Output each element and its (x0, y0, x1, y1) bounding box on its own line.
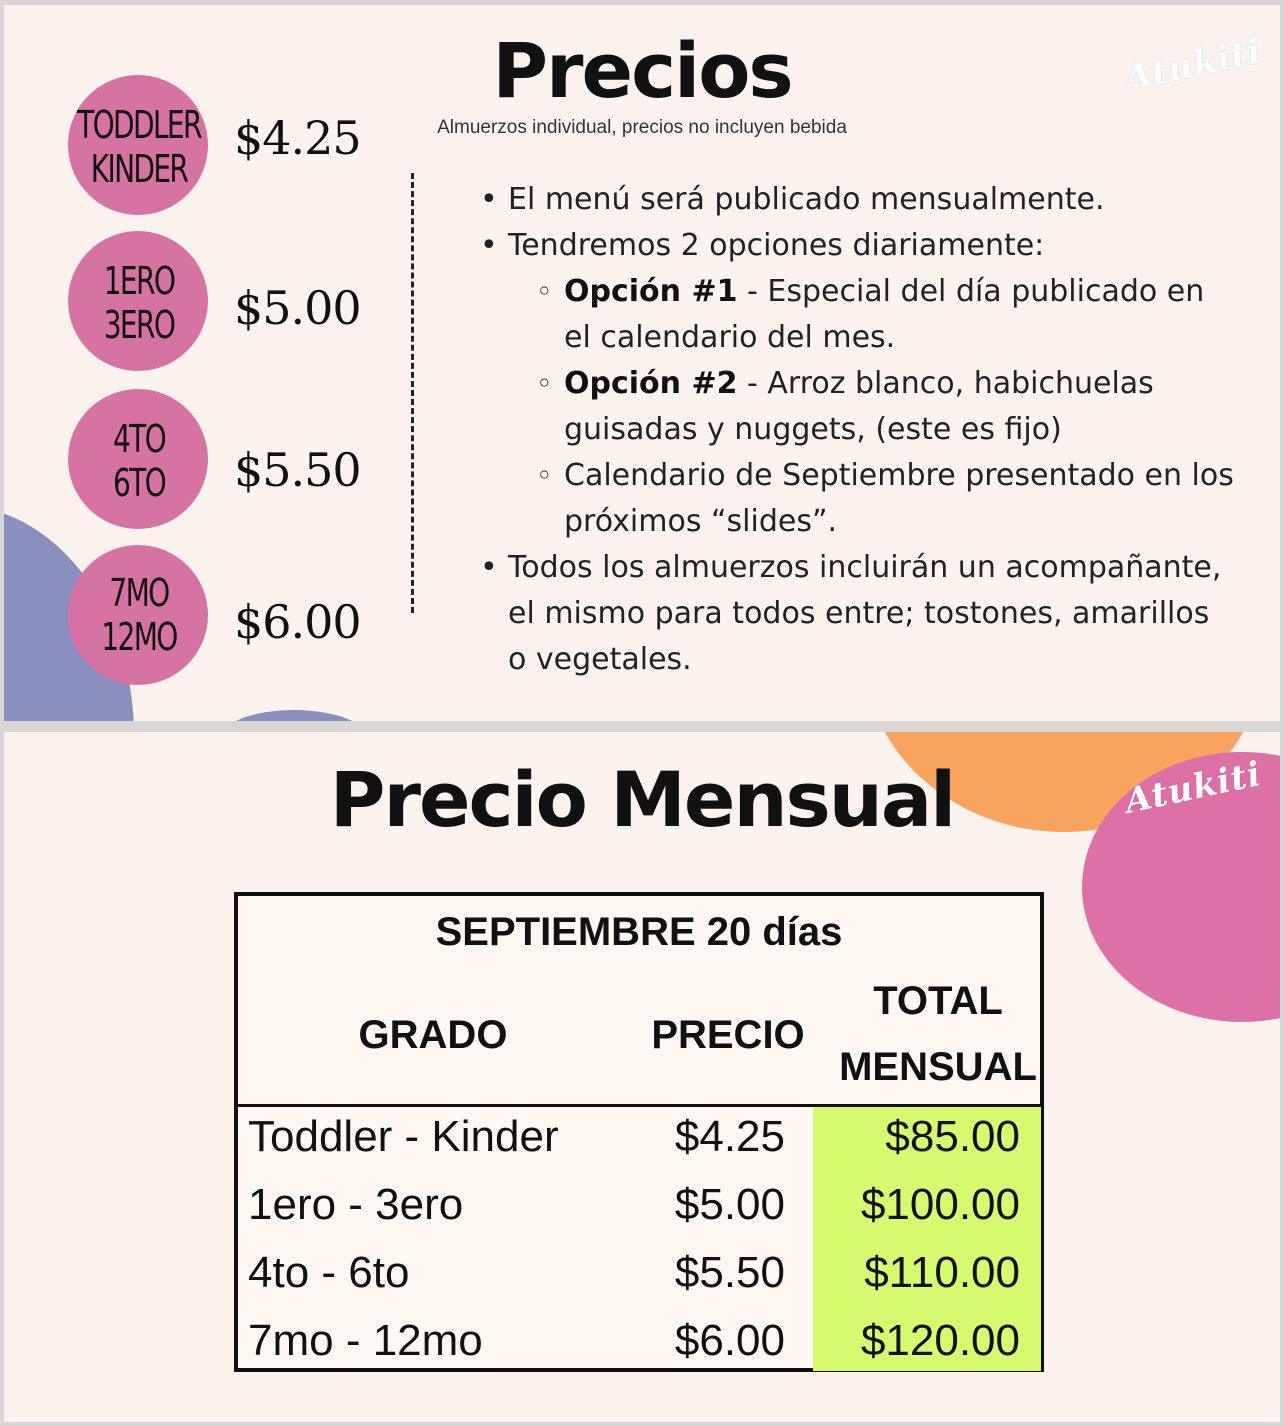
tier-price-1ero: $5.00 (234, 281, 361, 335)
page-title: Precios (492, 26, 792, 115)
bullet-side-dish: • Todos los almuerzos incluirán un acompañante, el mismo para todos entre; tostones, amarillos o vegetales. (474, 545, 1234, 683)
slide-precio-mensual (4, 732, 1280, 1422)
tier-label-7mo: 7MO 12MO (101, 571, 177, 659)
atukiti-logo: Atukiti (1121, 754, 1265, 822)
sub-bullet-option-1: ◦ Opción #1 - Especial del día publicado en el calendario del mes. (474, 269, 1234, 361)
column-header-grado: GRADO (358, 1013, 508, 1057)
bullet-two-options: • Tendremos 2 opciones diariamente: (474, 223, 1234, 269)
tier-label-toddler: TODDLER KINDER (77, 103, 201, 191)
atukiti-logo: Atukiti (1121, 31, 1265, 99)
page-subtitle: Almuerzos individual, precios no incluyen bebida (437, 117, 847, 138)
purple-blob-bottom-decoration (219, 710, 369, 721)
tier-label-4to: 4TO 6TO (112, 417, 166, 505)
table-row: Toddler - Kinder $4.25 $85.00 (248, 1112, 1020, 1161)
monthly-price-table (234, 892, 1044, 1372)
column-header-precio: PRECIO (651, 1013, 805, 1057)
table-title: SEPTIEMBRE 20 días (435, 910, 843, 954)
tier-label-1ero: 1ERO 3ERO (103, 259, 175, 347)
tier-price-4to: $5.50 (234, 443, 361, 497)
slide-precios (4, 5, 1280, 721)
table-row: 1ero - 3ero $5.00 $100.00 (248, 1180, 1020, 1229)
tier-price-7mo: $6.00 (234, 595, 361, 649)
sub-bullet-option-2: ◦ Opción #2 - Arroz blanco, habichuelas guisadas y nuggets, (este es fijo) (474, 361, 1234, 453)
table-row: 7mo - 12mo $6.00 $120.00 (248, 1316, 1020, 1365)
tier-price-toddler: $4.25 (234, 111, 361, 165)
column-header-total: TOTAL MENSUAL (839, 979, 1037, 1089)
bullet-menu-monthly: • El menú será publicado mensualmente. (474, 177, 1234, 223)
info-bullet-list (474, 177, 1234, 683)
table-header (238, 896, 1040, 1107)
page-title: Precio Mensual (329, 755, 955, 844)
table-row: 4to - 6to $5.50 $110.00 (248, 1248, 1020, 1297)
sub-bullet-calendar: ◦ Calendario de Septiembre presentado en los próximos “slides”. (474, 453, 1234, 545)
dashed-divider (411, 173, 414, 613)
